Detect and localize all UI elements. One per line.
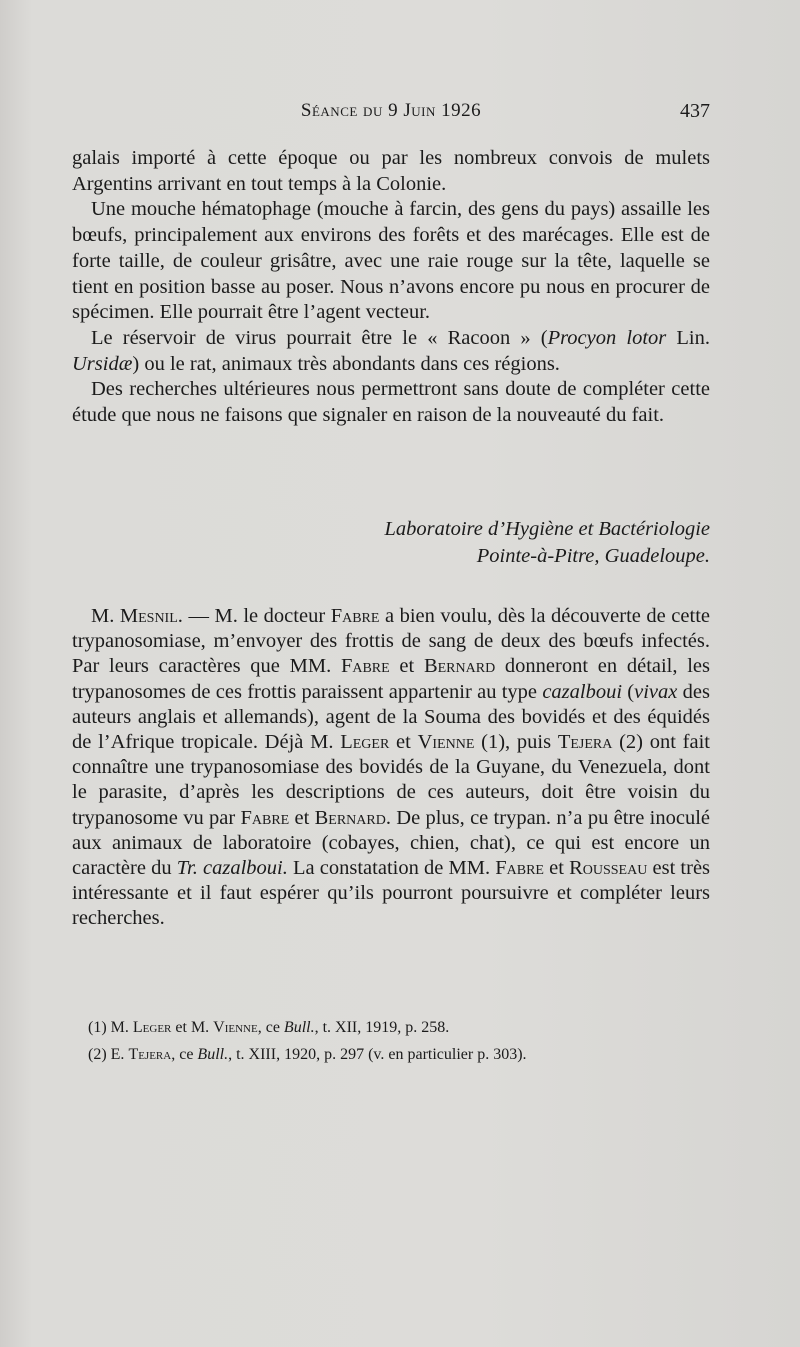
author-fabre: Fabre	[330, 605, 380, 627]
text-run: (1), puis	[474, 731, 558, 754]
author-fabre: Fabre	[240, 806, 290, 829]
author-vienne: Vienne	[417, 731, 475, 754]
text-run: a bien voulu, dès la découverte de cette trypanosomiase, m’envoyer des frottis de sang de deux des bœufs infectés. Par leurs caractères que MM.	[72, 605, 710, 678]
text-run: . De plus, ce trypan. n’a pu être inoculé aux animaux de laboratoire (cobayes, chien, chat), ce qui est encore un caractère du	[72, 806, 710, 880]
journal-abbrev: Bull.	[197, 1046, 229, 1063]
location-separator: ,	[594, 545, 605, 567]
location-island: Guadeloupe.	[604, 545, 710, 567]
text-run: (2) ont fait connaître une trypanosomiase des bovidés de la Guyane, du Venezuela, dont le parasite, d’après les descriptions de ces auteurs, doit être voisin du trypanosome vu par	[72, 731, 711, 829]
paragraph-reservoir	[72, 326, 710, 377]
text-run: et	[543, 857, 570, 880]
paragraph-mouche: Une mouche hématophage (mouche à farcin, des gens du pays) assaille les bœufs, principalement aux environs des forêts et des marécages. Elle est de forte taille, de couleur grisâtre, avec une raie rouge sur la tête, laquelle se tient en position basse au poser. Nous n’avons encore pu nous en procurer de spécimen. Elle pourrait être l’agent vecteur.	[72, 198, 710, 324]
text-run: La constatation de MM.	[287, 857, 496, 880]
author-fabre: Fabre	[495, 857, 544, 880]
text-run: , t. XIII, 1920, p. 297 (v. en particulier p. 303).	[228, 1046, 527, 1063]
text-run: donneront en détail, les trypanosomes de ces frottis paraissent appartenir au type	[72, 655, 711, 703]
author-tejera: Tejera	[128, 1046, 172, 1063]
family-name: Ursidæ	[72, 352, 133, 375]
text-run: , ce	[171, 1046, 198, 1063]
body-text	[72, 146, 710, 429]
text-run: et	[389, 731, 418, 754]
author-vienne: Vienne	[213, 1019, 258, 1036]
text-run: (2) E.	[88, 1046, 129, 1063]
text-run: (1) M.	[88, 1019, 133, 1036]
text-run: , t. XII, 1919, p. 258.	[314, 1019, 450, 1036]
footnote-2	[88, 1041, 710, 1068]
reservoir-text-1: Le réservoir de virus pourrait être le « Racoon » (	[91, 326, 548, 349]
author-fabre: Fabre	[340, 655, 390, 678]
author-leger: Leger	[132, 1019, 172, 1036]
mesnil-paragraph	[72, 604, 710, 932]
author-bernard: Bernard	[314, 806, 386, 829]
text-run: (	[622, 680, 635, 703]
footnotes	[88, 1014, 710, 1068]
running-title: Séance du 9 Juin 1926	[300, 100, 482, 121]
paragraph-recherches: Des recherches ultérieures nous permettront sans doute de compléter cette étude que nous ne faisons que signaler en raison de la nouveauté du fait.	[72, 378, 710, 427]
journal-abbrev: Bull.	[283, 1019, 315, 1036]
page-number: 437	[680, 100, 710, 122]
text-run: — M. le docteur	[182, 605, 331, 627]
text-run: est très intéressante et il faut espérer qu’ils pourront poursuivre et compléter leurs recherches.	[72, 857, 711, 930]
species-cazalboui: cazalboui	[542, 680, 623, 703]
text-run: et M.	[171, 1019, 214, 1036]
text-run: des auteurs anglais et allemands), agent de la Souma des bovidés et des équidés de l’Afrique tropicale. Déjà M.	[72, 680, 710, 754]
signature-laboratory: Laboratoire d’Hygiène et Bactériologie	[384, 518, 710, 540]
footnote-1	[88, 1014, 710, 1041]
species-tr-cazalboui: Tr. cazalboui.	[176, 857, 288, 880]
text-run: , ce	[257, 1019, 284, 1036]
author-rousseau: Rousseau	[569, 857, 648, 880]
speaker-name: M. Mesnil.	[91, 605, 183, 627]
species-name: Procyon lotor	[547, 326, 667, 349]
mesnil-remark	[72, 604, 710, 932]
paragraph-continuation: galais importé à cette époque ou par les nombreux convois de mulets Argentins arrivant en tout temps à la Colonie.	[72, 147, 710, 195]
reservoir-text-3: ) ou le rat, animaux très abondants dans ces régions.	[132, 352, 560, 375]
running-head	[72, 100, 710, 130]
signature-location	[477, 543, 710, 569]
species-vivax: vivax	[634, 680, 678, 703]
text-run: et	[389, 655, 424, 678]
author-leger: Leger	[340, 731, 390, 754]
reservoir-text-2: Lin.	[666, 326, 710, 349]
author-tejera: Tejera	[557, 731, 613, 754]
text-run: et	[289, 806, 315, 829]
author-bernard: Bernard	[423, 655, 496, 678]
location-city: Pointe-à-Pitre	[476, 545, 595, 567]
